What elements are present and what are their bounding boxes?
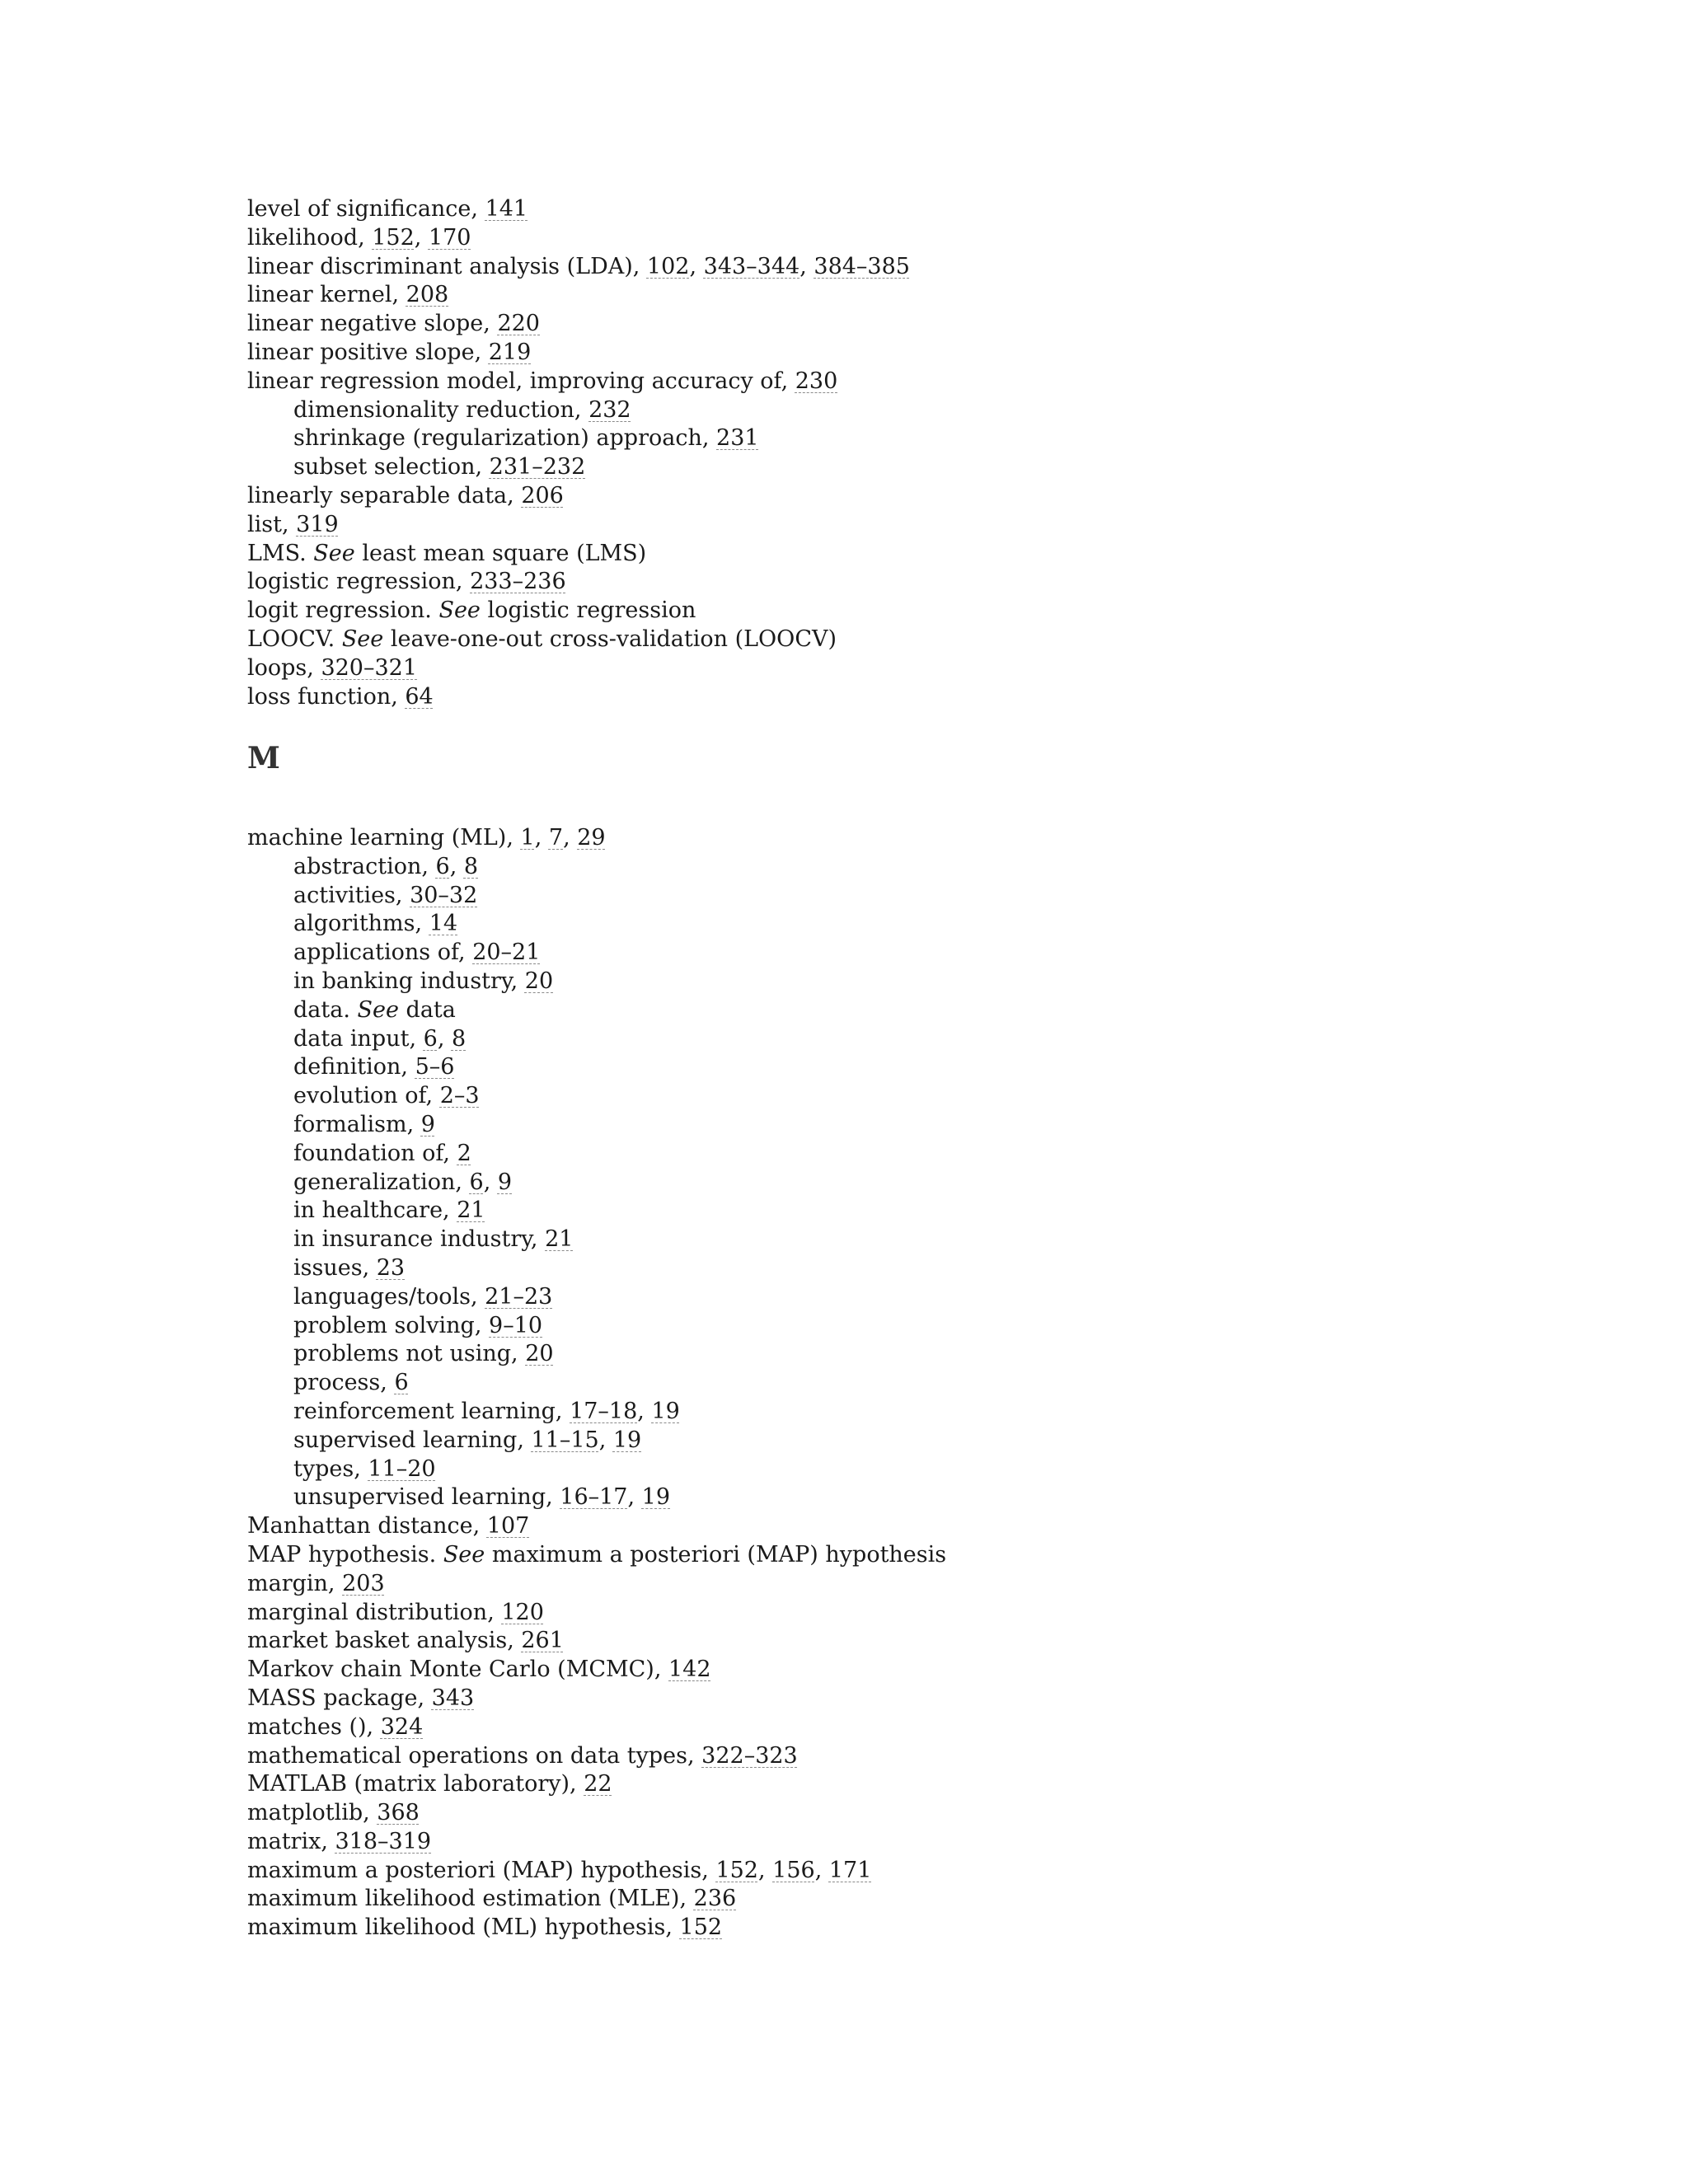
page-link[interactable]: 368 [377,1800,420,1826]
entry-text: logit regression. [247,598,439,624]
entry-text: machine learning (ML), [247,825,521,851]
page-link[interactable]: 231–232 [489,454,586,480]
index-entry [247,1885,1484,1914]
entry-text: algorithms, [293,911,429,937]
page-link[interactable]: 233–236 [470,569,566,595]
entry-text: in insurance industry, [293,1226,546,1253]
entry-text: languages/tools, [293,1283,485,1310]
page-link[interactable]: 14 [429,911,458,937]
page-link[interactable]: 343–344 [703,253,800,279]
index-entry [247,482,1484,511]
entry-text: supervised learning, [293,1427,532,1453]
index-subentry [247,853,1484,882]
entry-text: mathematical operations on data types, [247,1742,702,1769]
page-link[interactable]: 21–23 [485,1283,553,1310]
index-entry [247,597,1484,626]
section-heading-m: M [247,741,280,776]
entry-text: , [437,1025,452,1052]
index-subentry [247,453,1484,482]
index-subentry [247,1053,1484,1082]
page-link[interactable]: 171 [828,1857,872,1883]
entry-text: activities, [293,882,410,908]
index-entry [247,1570,1484,1599]
page-link[interactable]: 384–385 [814,253,910,279]
index-subentry [247,1226,1484,1254]
page-link[interactable]: 236 [693,1886,737,1912]
entry-text: Manhattan distance, [247,1513,487,1540]
entry-text: , [637,1398,652,1424]
index-entry [247,1627,1484,1656]
entry-text: , [534,825,549,851]
index-entry [247,339,1484,368]
index-entry [247,626,1484,654]
entry-text: MASS package, [247,1685,432,1711]
index-entry [247,654,1484,683]
index-entry [247,1857,1484,1886]
page-link[interactable]: 208 [406,282,449,308]
page-link[interactable]: 156 [772,1857,815,1883]
page-link[interactable]: 141 [485,196,528,222]
entry-text: , [689,253,704,279]
entry-text: in healthcare, [293,1197,457,1224]
entry-text: , [414,224,429,251]
index-entries-l [247,195,1484,711]
page-link[interactable]: 30–32 [410,882,478,908]
entry-text: data input, [293,1025,424,1052]
entry-text: abstraction, [293,853,436,879]
entry-text: , [814,1857,829,1883]
entry-text: reinforcement learning, [293,1398,570,1424]
index-subentry [247,968,1484,996]
index-entry [247,368,1484,396]
page-link[interactable]: 9 [497,1169,513,1195]
index-entry [247,1828,1484,1857]
index-subentry [247,1111,1484,1140]
index-subentry [247,996,1484,1025]
entry-text: data [398,996,456,1023]
entry-text: problems not using, [293,1341,526,1367]
entry-text: list, [247,511,297,537]
see-reference-label: See [443,1541,485,1568]
page-link[interactable]: 20 [524,968,554,994]
index-entry [247,1742,1484,1771]
entry-text: definition, [293,1054,415,1080]
page-link[interactable]: 7 [548,825,564,851]
entry-text: maximum a posteriori (MAP) hypothesis, [247,1857,716,1883]
entry-text: market basket analysis, [247,1628,522,1654]
page-link[interactable]: 324 [380,1713,424,1740]
page-link[interactable]: 142 [668,1657,711,1683]
index-subentry [247,1197,1484,1226]
page-link[interactable]: 20 [525,1341,554,1367]
page-link[interactable]: 152 [679,1915,723,1941]
entry-text: linear discriminant analysis (LDA), [247,253,647,279]
page-link[interactable]: 11–20 [368,1455,436,1482]
entry-text: evolution of, [293,1083,440,1109]
page-link[interactable]: 261 [521,1628,564,1654]
entry-text: MATLAB (matrix laboratory), [247,1771,584,1797]
index-entry [247,310,1484,339]
index-entry [247,1512,1484,1541]
entry-text: likelihood, [247,224,373,251]
see-reference-label: See [341,626,384,652]
entry-text: linear kernel, [247,282,406,308]
page-link[interactable]: 23 [376,1254,406,1281]
entry-text: issues, [293,1254,377,1281]
index-entry [247,1656,1484,1685]
index-entry [247,1914,1484,1943]
see-reference-label: See [313,540,355,566]
page-link[interactable]: 1 [520,825,535,851]
page-link[interactable]: 231 [716,425,759,452]
index-entry [247,511,1484,540]
index-entries-m [247,824,1484,1943]
index-subentry [247,1427,1484,1455]
index-subentry [247,882,1484,911]
see-reference-label: See [438,598,481,624]
page-link[interactable]: 6 [394,1370,409,1396]
page-link[interactable]: 19 [641,1484,671,1511]
see-reference-label: See [357,996,399,1023]
entry-text: , [449,853,464,879]
page-link[interactable]: 6 [469,1169,484,1195]
entry-text: , [598,1427,613,1453]
index-subentry [247,1082,1484,1111]
entry-text: foundation of, [293,1140,457,1166]
index-entry [247,1770,1484,1799]
entry-text: margin, [247,1570,343,1596]
index-subentry [247,1169,1484,1197]
page-link[interactable]: 102 [646,253,690,279]
entry-text: Markov chain Monte Carlo (MCMC), [247,1657,668,1683]
page-link[interactable]: 152 [715,1857,758,1883]
entry-text: MAP hypothesis. [247,1541,443,1568]
entry-text: linear negative slope, [247,311,498,337]
entry-text: least mean square (LMS) [354,540,647,566]
index-subentry [247,1455,1484,1484]
entry-text: , [757,1857,773,1883]
entry-text: unsupervised learning, [293,1484,560,1511]
entry-text: maximum a posteriori (MAP) hypothesis [485,1541,947,1568]
entry-text: problem solving, [293,1312,490,1338]
page-link[interactable]: 6 [435,853,450,879]
entry-text: applications of, [293,940,473,966]
page-link[interactable]: 9 [420,1111,435,1137]
entry-text: matrix, [247,1828,335,1854]
entry-text: dimensionality reduction, [293,396,589,423]
index-entry [247,253,1484,282]
index-subentry [247,1283,1484,1312]
entry-text: process, [293,1370,395,1396]
page-link[interactable]: 203 [342,1570,385,1596]
index-subentry [247,910,1484,939]
index-entry [247,1685,1484,1713]
page-link[interactable]: 21 [545,1226,574,1253]
index-subentry [247,1340,1484,1369]
index-entry [247,281,1484,310]
entry-text: linearly separable data, [247,482,522,509]
page-link[interactable]: 320–321 [321,654,418,681]
page-link[interactable]: 17–18 [570,1398,638,1424]
index-subentry [247,424,1484,453]
index-subentry [247,1398,1484,1427]
entry-text: logistic regression [480,598,696,624]
page-link[interactable]: 220 [497,311,540,337]
entry-text: , [799,253,814,279]
entry-text: maximum likelihood estimation (MLE), [247,1886,694,1912]
page-link[interactable]: 6 [423,1025,438,1052]
entry-text: generalization, [293,1169,470,1195]
page-link[interactable]: 8 [463,853,479,879]
entry-text: LOOCV. [247,626,342,652]
page-link[interactable]: 2 [457,1140,471,1166]
entry-text: , [627,1484,642,1511]
entry-text: linear regression model, improving accuracy of, [247,368,795,394]
page-link[interactable]: 318–319 [335,1828,432,1854]
entry-text: LMS. [247,540,314,566]
page-link[interactable]: 20–21 [472,940,541,966]
entry-text: matplotlib, [247,1800,377,1826]
entry-text: leave-one-out cross-validation (LOOCV) [383,626,837,652]
entry-text: maximum likelihood (ML) hypothesis, [247,1915,680,1941]
index-subentry [247,939,1484,968]
entry-text: matches (), [247,1713,381,1740]
page-link[interactable]: 152 [372,224,415,251]
page-link[interactable]: 120 [501,1599,544,1625]
page-link[interactable]: 343 [431,1685,475,1711]
index-entry [247,1799,1484,1828]
entry-text: types, [293,1455,368,1482]
index-entry [247,1541,1484,1570]
page-link[interactable]: 22 [584,1771,612,1797]
entry-text: level of significance, [247,196,485,222]
page-link[interactable]: 8 [451,1025,467,1052]
page-link[interactable]: 16–17 [560,1484,628,1511]
index-subentry [247,1025,1484,1054]
entry-text: subset selection, [293,454,490,480]
page-link[interactable]: 29 [577,825,606,851]
entry-text: logistic regression, [247,569,471,595]
index-entry [247,195,1484,224]
page-link[interactable]: 319 [296,511,339,537]
entry-text: shrinkage (regularization) approach, [293,425,717,452]
page-link[interactable]: 206 [521,482,564,509]
index-entry [247,1599,1484,1628]
page-link[interactable]: 19 [612,1427,642,1453]
entry-text: in banking industry, [293,968,525,994]
entry-text: loops, [247,654,321,681]
page-link[interactable]: 9–10 [489,1312,543,1338]
index-entry [247,540,1484,569]
entry-text: data. [293,996,358,1023]
page-link[interactable]: 19 [651,1398,680,1424]
entry-text: marginal distribution, [247,1599,502,1625]
index-entry [247,824,1484,853]
page-link[interactable]: 219 [488,339,532,365]
page-link[interactable]: 170 [428,224,471,251]
index-subentry [247,1312,1484,1341]
page-link[interactable]: 107 [486,1513,530,1540]
index-entry [247,1713,1484,1742]
index-subentry [247,1254,1484,1283]
index-subentry [247,1369,1484,1398]
page-link[interactable]: 5–6 [415,1054,455,1080]
page-link[interactable]: 322–323 [701,1742,798,1769]
index-entry [247,568,1484,597]
page-link[interactable]: 2–3 [439,1083,480,1109]
entry-text: formalism, [293,1111,421,1137]
index-subentry [247,396,1484,425]
entry-text: , [563,825,578,851]
entry-text: , [483,1169,498,1195]
page-link[interactable]: 11–15 [531,1427,599,1453]
page-link[interactable]: 232 [588,396,631,423]
entry-text: linear positive slope, [247,339,489,365]
entry-text: loss function, [247,683,406,710]
index-subentry [247,1140,1484,1169]
page-link[interactable]: 230 [795,368,838,394]
index-entry [247,683,1484,712]
index-entry [247,224,1484,253]
page-link[interactable]: 21 [457,1197,485,1224]
page-link[interactable]: 64 [405,683,434,710]
index-subentry [247,1483,1484,1512]
